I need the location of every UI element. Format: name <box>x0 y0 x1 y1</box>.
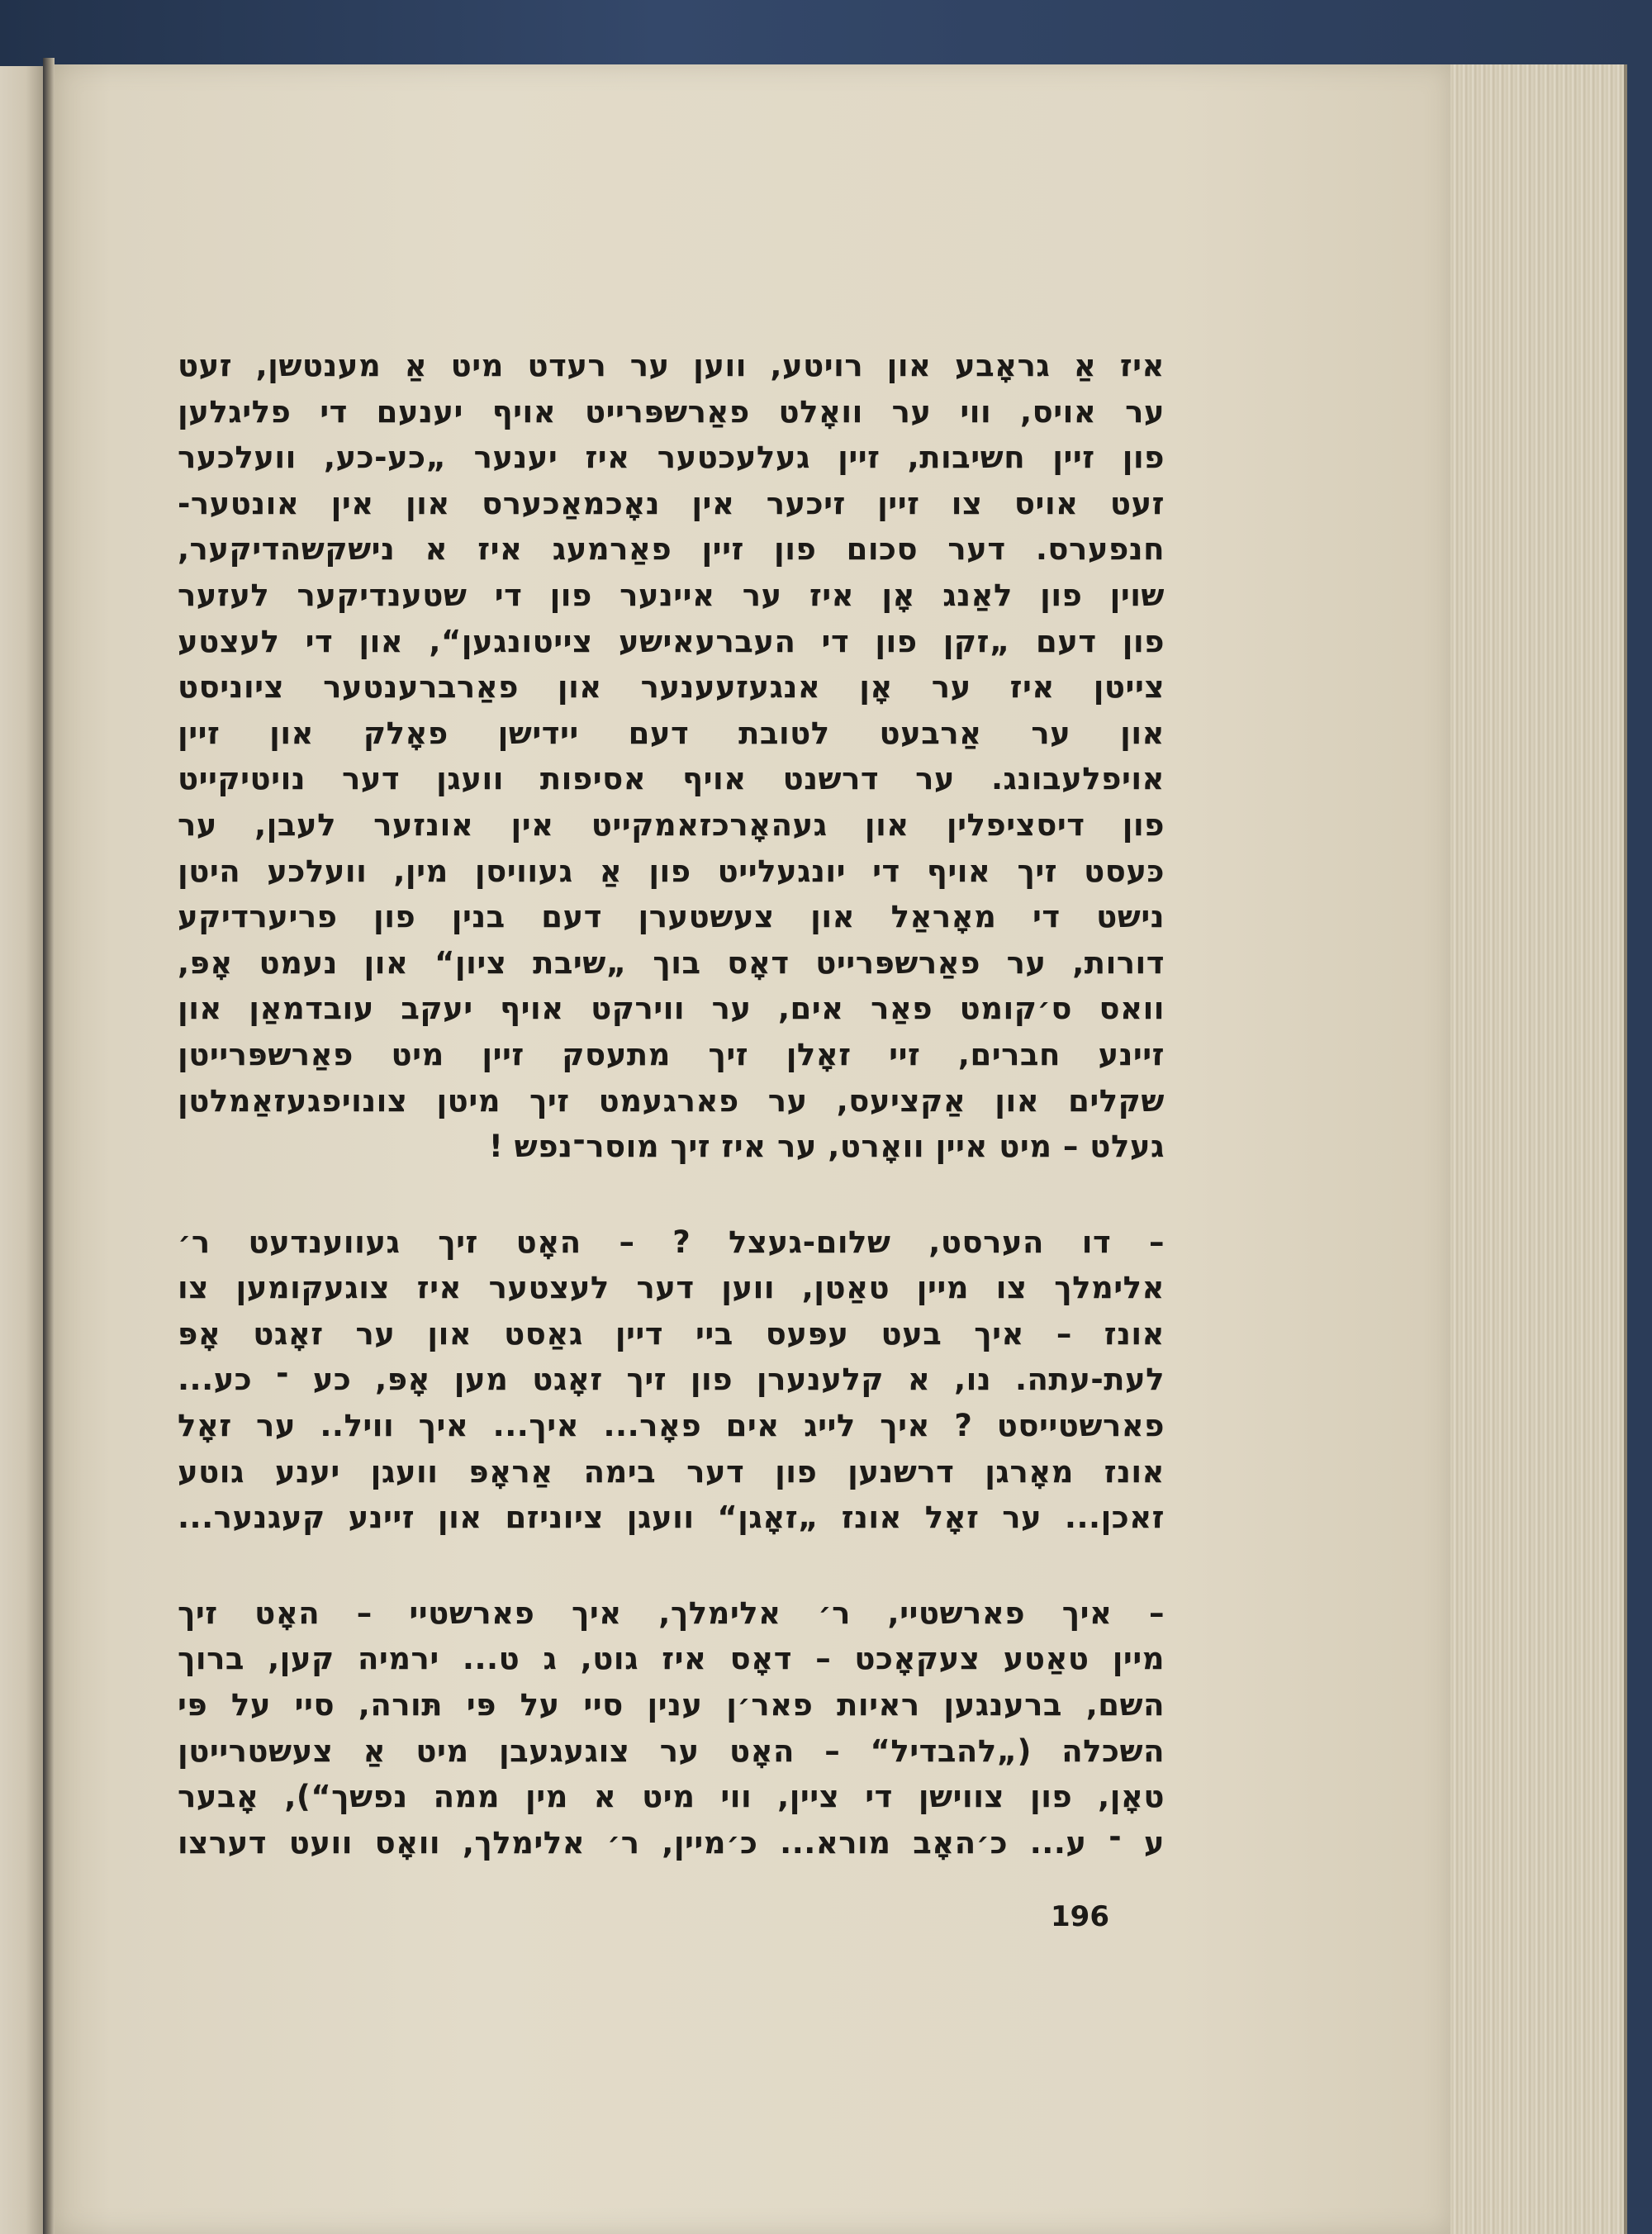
page-number: 196 <box>1051 1900 1109 1933</box>
text-line: מיין טאַטע צעקאָכט – דאָס איז גוט, ג ט... ירמיה קען, ברוך <box>178 1641 1165 1677</box>
text-line: צייטן איז ער אָן אנגעזעענער און פאַרברענטער ציוניסט <box>178 669 1165 706</box>
left-page-edge <box>0 66 45 2234</box>
page-stack-edges <box>1450 64 1627 2234</box>
text-line: השם, ברענגען ראיות פאר׳ן ענין סיי על פּי תּורה, סיי על פּי <box>178 1687 1165 1723</box>
book-gutter <box>43 58 55 2234</box>
text-line: פארשטייסט ? איך לייג אים פאָר... איך... איך וויל.. ער זאָל <box>178 1408 1165 1444</box>
text-line: שוין פון לאַנג אָן איז ער איינער פון די שטענדיקער לעזער <box>178 577 1165 613</box>
text-line: און ער אַרבעט לטובת דעם יידישן פאָלק און זיין <box>178 715 1165 751</box>
text-line: – איך פארשטיי, ר׳ אלימלך, איך פארשטיי – האָט זיך <box>178 1595 1165 1631</box>
paragraph <box>178 343 1165 1170</box>
text-line: זיינע חברים, זיי זאָלן זיך מתעסק זיין מיט פאַרשפּרייטן <box>178 1036 1165 1072</box>
text-line: שקלים און אַקציעס, ער פארגעמט זיך מיטן צונויפגעזאַמלטן <box>178 1082 1165 1119</box>
text-line: אלימלך צו מיין טאַטן, ווען דער לעצטער איז צוגעקומען צו <box>178 1270 1165 1306</box>
text-line: ע ־ ע... כ׳האָב מורא... כ׳מיין, ר׳ אלימלך, וואָס וועט דערצו <box>178 1824 1165 1861</box>
text-line: אויפלעבונג. ער דרשנט אויף אסיפות וועגן דער נויטיקייט <box>178 761 1165 797</box>
text-line: – דו הערסט, שלום-געצל ? – האָט זיך געווענדעט ר׳ <box>178 1224 1165 1260</box>
paragraph <box>178 1590 1165 1866</box>
text-line: השכלה („להבדיל“ – האָט ער צוגעגעבן מיט אַ צעשטרייטן <box>178 1733 1165 1769</box>
paragraph-gap <box>178 1170 1165 1219</box>
text-line: פון דעם „זקן פון די העברעאישע צייטונגען“, און די לעצטע <box>178 623 1165 659</box>
paragraph-gap <box>178 1541 1165 1590</box>
paragraph <box>178 1219 1165 1541</box>
text-line: זאכן... ער זאָל אונז „זאָגן“ וועגן ציוניזם און זיינע קעגנער... <box>178 1500 1165 1536</box>
body-text <box>178 343 1165 1866</box>
text-line: כּעסט זיך אויף די יונגעלייט פון אַ געוויסן מין, וועלכע היטן <box>178 853 1165 889</box>
text-line: אונז – איך בעט עפּעס ביי דיין גאַסט און ער זאָגט אָפּ <box>178 1315 1165 1352</box>
text-line: איז אַ גראָבע און רויטע, ווען ער רעדט מיט אַ מענטשן, זעט <box>178 348 1165 383</box>
text-line: וואס ס׳קומט פאַר אים, ער ווירקט אויף יעקב עובדמאַן און <box>178 991 1165 1027</box>
text-line: נישט די מאָראַל און צעשטערן דעם בנין פון פריערדיקע <box>178 899 1165 935</box>
text-line: לעת-עתה. נו, א קלענערן פון זיך זאָגט מען אָפּ, כע ־ כע... <box>178 1362 1165 1398</box>
text-line: דורות, ער פאַרשפּרייט דאָס בוך „שיבת ציון“ און נעמט אָפּ, <box>178 944 1165 981</box>
text-line: געלט – מיט איין וואָרט, ער איז זיך מוסר־נפש ! <box>488 1129 1165 1165</box>
text-line: זעט אויס צו זיין זיכער אין נאָכמאַכערס און אין אונטער- <box>178 485 1165 521</box>
text-line: פון זיין חשיבות, זיין געלעכטער איז יענער „כע-כע, וועלכער <box>178 440 1165 476</box>
text-line: חנפערס. דער סכום פון זיין פאַרמעג איז א נישקשהדיקער, <box>178 531 1165 568</box>
text-line: פון דיסציפלין און געהאָרכזאמקייט אין אונזער לעבן, ער <box>178 806 1165 843</box>
text-line: טאָן, פון צווישן די ציין, ווי מיט א מין ממה נפשך“), אָבער <box>178 1779 1165 1815</box>
text-line: ער אויס, ווי ער וואָלט פאַרשפּרייט אויף יענעם די פליגלען <box>178 393 1165 430</box>
text-line: אונז מאָרגן דרשנען פון דער בימה אַראָפּ וועגן יענע גוטע <box>178 1453 1165 1490</box>
